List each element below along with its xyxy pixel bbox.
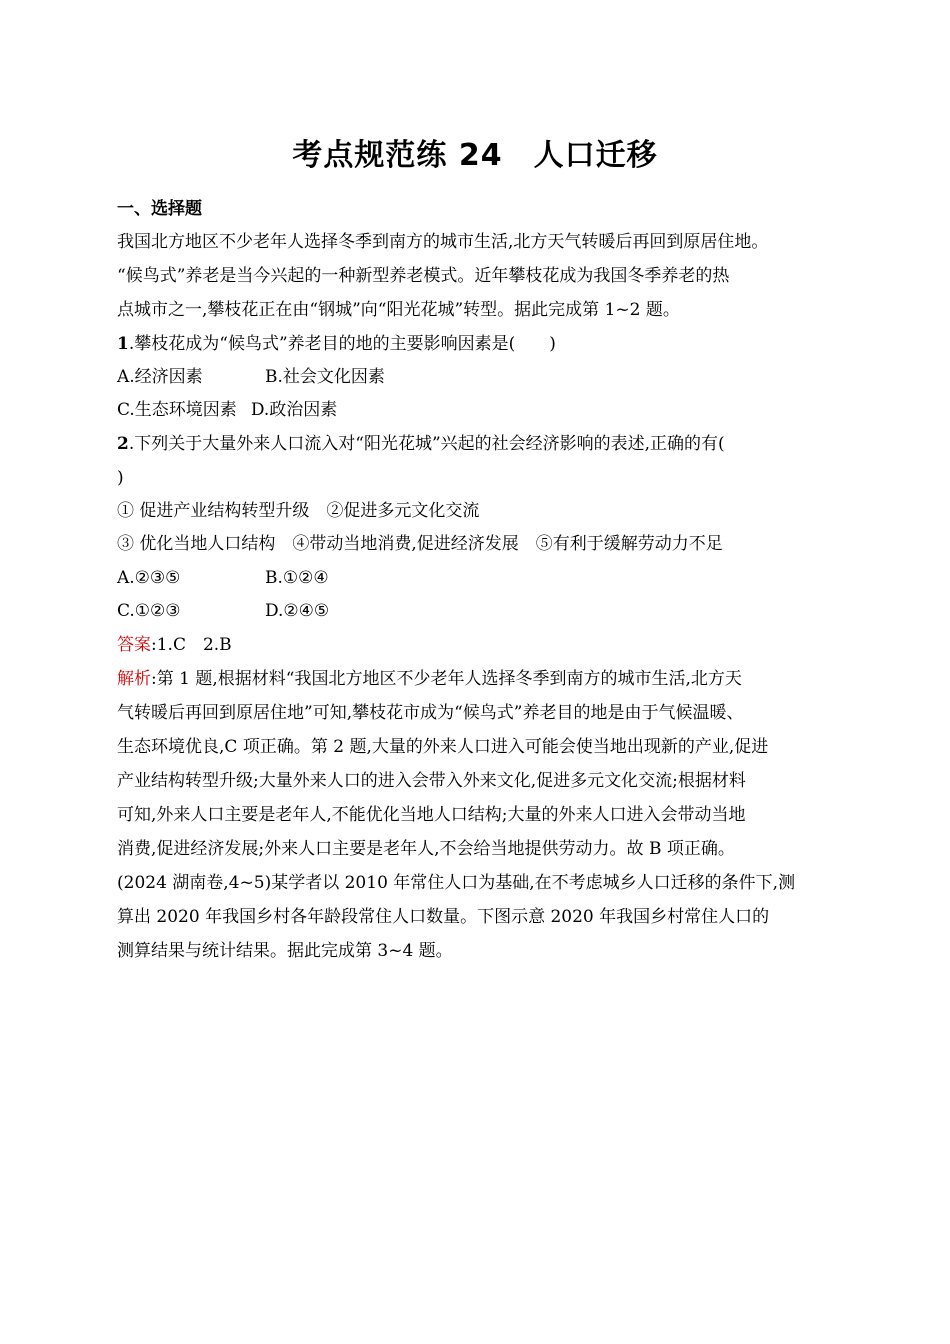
analysis-label: 解析	[117, 669, 151, 689]
intro2-line-2: 算出 2020 年我国乡村各年龄段常住人口数量。下图示意 2020 年我国乡村常住人口的	[117, 907, 770, 927]
answer-text: :1.C 2.B	[151, 635, 232, 655]
question-stem: .攀枝花成为“候鸟式”养老目的地的主要影响因素是( )	[128, 334, 556, 354]
analysis-line-4: 产业结构转型升级;大量外来人口的进入会带入外来文化,促进多元文化交流;根据材料	[117, 771, 746, 791]
section-heading: 一、选择题	[117, 199, 202, 219]
q1-options-row-2	[117, 398, 837, 422]
page-title: 考点规范练 24 人口迁移	[292, 138, 658, 173]
q2-stem-line-2: )	[117, 468, 124, 488]
answer-label: 答案	[117, 635, 151, 655]
q2-option-c: C.①②③	[117, 601, 181, 621]
q1-option-d: D.政治因素	[250, 400, 338, 420]
analysis-line-1	[117, 667, 837, 691]
q1-option-b: B.社会文化因素	[265, 367, 385, 387]
intro2-line-1: (2024 湖南卷,4~5)某学者以 2010 年常住人口为基础,在不考虑城乡人口迁移的条件下,测	[117, 873, 796, 893]
analysis-line-3: 生态环境优良,C 项正确。第 2 题,大量的外来人口进入可能会使当地出现新的产业,促进	[117, 737, 769, 757]
question-1	[117, 332, 837, 356]
question-2	[117, 432, 837, 456]
q2-option-a: A.②③⑤	[117, 568, 181, 588]
question-number: 2	[117, 434, 129, 454]
q2-options-row-1	[117, 566, 837, 590]
analysis-line-6: 消费,促进经济发展;外来人口主要是老年人,不会给当地提供劳动力。故 B 项正确。	[117, 839, 735, 859]
analysis-line-5: 可知,外来人口主要是老年人,不能优化当地人口结构;大量的外来人口进入会带动当地	[117, 805, 746, 825]
answer-line	[117, 633, 837, 657]
question-number: 1	[117, 334, 129, 354]
q1-options-row-1	[117, 365, 837, 389]
q1-option-c: C.生态环境因素	[117, 400, 237, 420]
q1-option-a: A.经济因素	[117, 367, 203, 387]
intro1-line-2: “候鸟式”养老是当今兴起的一种新型养老模式。近年攀枝花成为我国冬季养老的热	[117, 266, 730, 286]
q2-items-line-2: ③ 优化当地人口结构 ④带动当地消费,促进经济发展 ⑤有利于缓解劳动力不足	[117, 534, 723, 554]
analysis-text: :第 1 题,根据材料“我国北方地区不少老年人选择冬季到南方的城市生活,北方天	[151, 669, 742, 689]
q2-options-row-2	[117, 599, 837, 623]
intro1-line-1: 我国北方地区不少老年人选择冬季到南方的城市生活,北方天气转暖后再回到原居住地。	[117, 232, 769, 252]
analysis-line-2: 气转暖后再回到原居住地”可知,攀枝花市成为“候鸟式”养老目的地是由于气候温暖、	[117, 703, 744, 723]
question-stem: .下列关于大量外来人口流入对“阳光花城”兴起的社会经济影响的表述,正确的有(	[128, 434, 725, 454]
q2-option-b: B.①②④	[265, 568, 329, 588]
q2-option-d: D.②④⑤	[265, 601, 330, 621]
q2-items-line-1: ① 促进产业结构转型升级 ②促进多元文化交流	[117, 501, 480, 521]
intro1-line-3: 点城市之一,攀枝花正在由“钢城”向“阳光花城”转型。据此完成第 1~2 题。	[117, 300, 680, 320]
intro2-line-3: 测算结果与统计结果。据此完成第 3~4 题。	[117, 941, 453, 961]
